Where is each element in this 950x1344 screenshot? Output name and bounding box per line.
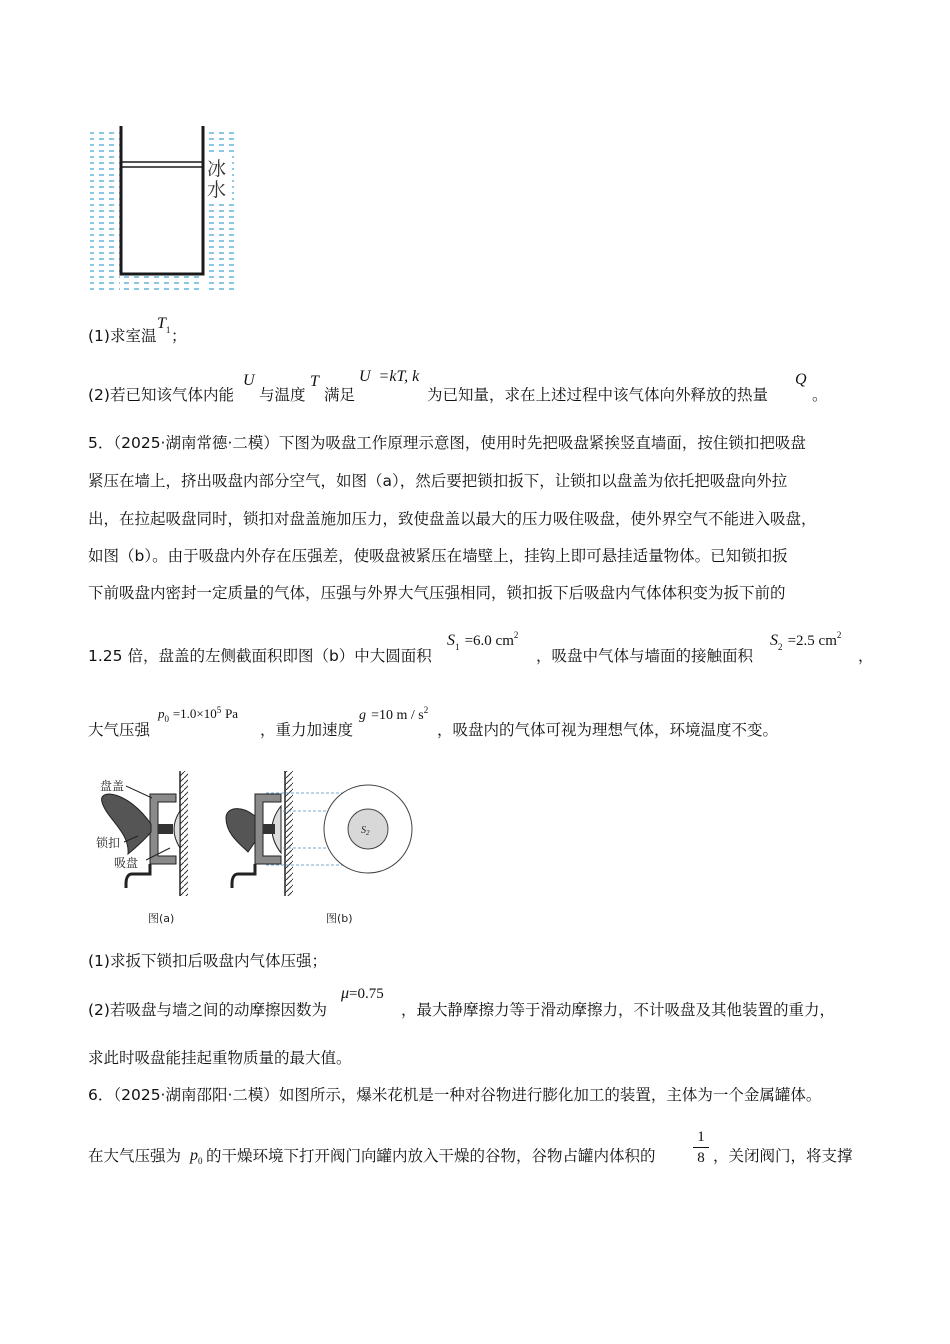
cup-a: [174, 811, 180, 848]
q4-symbol-U: U: [243, 372, 255, 389]
suction-cup-figure: [88, 766, 438, 930]
q5-g: g =10 m / $s^2$: [359, 705, 429, 723]
q6-fraction: 1 8: [693, 1128, 709, 1167]
q6-line2-c: ，关闭阀门，将支撑: [713, 1147, 853, 1165]
q5-part2-b: ，最大静摩擦力等于滑动摩擦力，不计吸盘及其他装置的重力，: [401, 1001, 836, 1019]
ice-label-2: 水: [207, 179, 227, 201]
q4-part2-b: 与温度: [259, 386, 306, 404]
q6-line1: 6．（2025·湖南邵阳·二模）如图所示，爆米花机是一种对谷物进行膨化加工的装置，主体为一个金属罐体。: [88, 1086, 822, 1104]
q5-line6-c: ，: [858, 647, 874, 665]
container-bg: [123, 126, 201, 272]
q5-line6-b: ，吸盘中气体与墙面的接触面积: [536, 647, 754, 665]
q4-T1: $T_1$: [157, 315, 171, 335]
q5-line1: 5．（2025·湖南常德·二模）下图为吸盘工作原理示意图，使用时先把吸盘紧挨竖直墙面，按住锁扣把吸盘: [88, 434, 806, 452]
q5-p0: $p_0 =1.0\times 10^5$ Pa: [158, 705, 239, 724]
q5-S2: $S_2 =2.5$ $cm^2$: [770, 630, 842, 652]
q5-line7-a: 大气压强: [88, 721, 151, 739]
figure-b: [226, 771, 412, 925]
wall-hatch-a: [180, 771, 188, 896]
label-cup: 吸盘: [114, 856, 139, 870]
wall-hatch-b: [285, 771, 293, 896]
q5-mu: μ=0.75: [341, 985, 384, 1002]
q4-formula: U =kT, k: [359, 368, 420, 385]
caption-b: 图(b): [326, 912, 353, 925]
q4-part1: (1)求室温: [88, 327, 157, 345]
q4-part1-end: ；: [171, 327, 187, 345]
q4-part2-c: 满足: [324, 386, 356, 404]
q5-part1: (1)求扳下锁扣后吸盘内气体压强；: [88, 952, 327, 970]
q6-p0: $p_0$: [190, 1147, 203, 1166]
hook-b: [232, 864, 255, 888]
q6-line2-a: 在大气压强为: [88, 1147, 182, 1165]
q5-line7-b: ，重力加速度: [260, 721, 354, 739]
q5-line4: 如图（b）。由于吸盘内外存在压强差，使吸盘被紧压在墙壁上，挂钩上即可悬挂适量物体。已知锁扣扳: [88, 547, 788, 565]
caption-a: 图(a): [148, 912, 175, 925]
q5-part2-a: (2)若吸盘与墙之间的动摩擦因数为: [88, 1001, 327, 1019]
figure-a: [96, 771, 188, 925]
q4-part2-a: (2)若已知该气体内能: [88, 386, 234, 404]
ice-label-1: 冰: [207, 158, 227, 180]
lock-b: [226, 809, 255, 852]
q5-line7-c: ，吸盘内的气体可视为理想气体，环境温度不变。: [437, 721, 779, 739]
q4-part2-e: 。: [812, 386, 828, 404]
q5-line3: 出，在拉起吸盘同时，锁扣对盘盖施加压力，致使盘盖以最大的压力吸住吸盘，使外界空气不能进入吸盘，: [88, 510, 817, 528]
q5-part2-c: 求此时吸盘能挂起重物质量的最大值。: [88, 1049, 352, 1067]
q5-S1: $S_1 =6.0$ $cm^2$: [447, 630, 519, 652]
q4-symbol-T: T: [310, 373, 319, 390]
ice-water-left: [90, 132, 120, 290]
ice-water-bottom: [120, 276, 204, 290]
q5-line2: 紧压在墙上，挤出吸盘内部分空气，如图（a），然后要把锁扣扳下，让锁扣以盘盖为依托把吸盘向外拉: [88, 472, 788, 490]
q4-symbol-Q: Q: [795, 371, 807, 388]
label-lid: 盘盖: [100, 779, 125, 793]
q4-part2-d: 为已知量，求在上述过程中该气体向外释放的热量: [427, 386, 769, 404]
q6-line2-b: 的干燥环境下打开阀门向罐内放入干燥的谷物，谷物占罐内体积的: [206, 1147, 656, 1165]
label-S2: $S_2$: [361, 825, 370, 837]
q5-line5: 下前吸盘内密封一定质量的气体，压强与外界大气压强相同，锁扣扳下后吸盘内气体体积变为扳下前的: [88, 584, 786, 602]
label-lock: 锁扣: [96, 836, 121, 850]
q5-line6-a: 1.25 倍，盘盖的左侧截面积即图（b）中大圆面积: [88, 647, 432, 665]
ice-water-figure: [88, 124, 238, 292]
